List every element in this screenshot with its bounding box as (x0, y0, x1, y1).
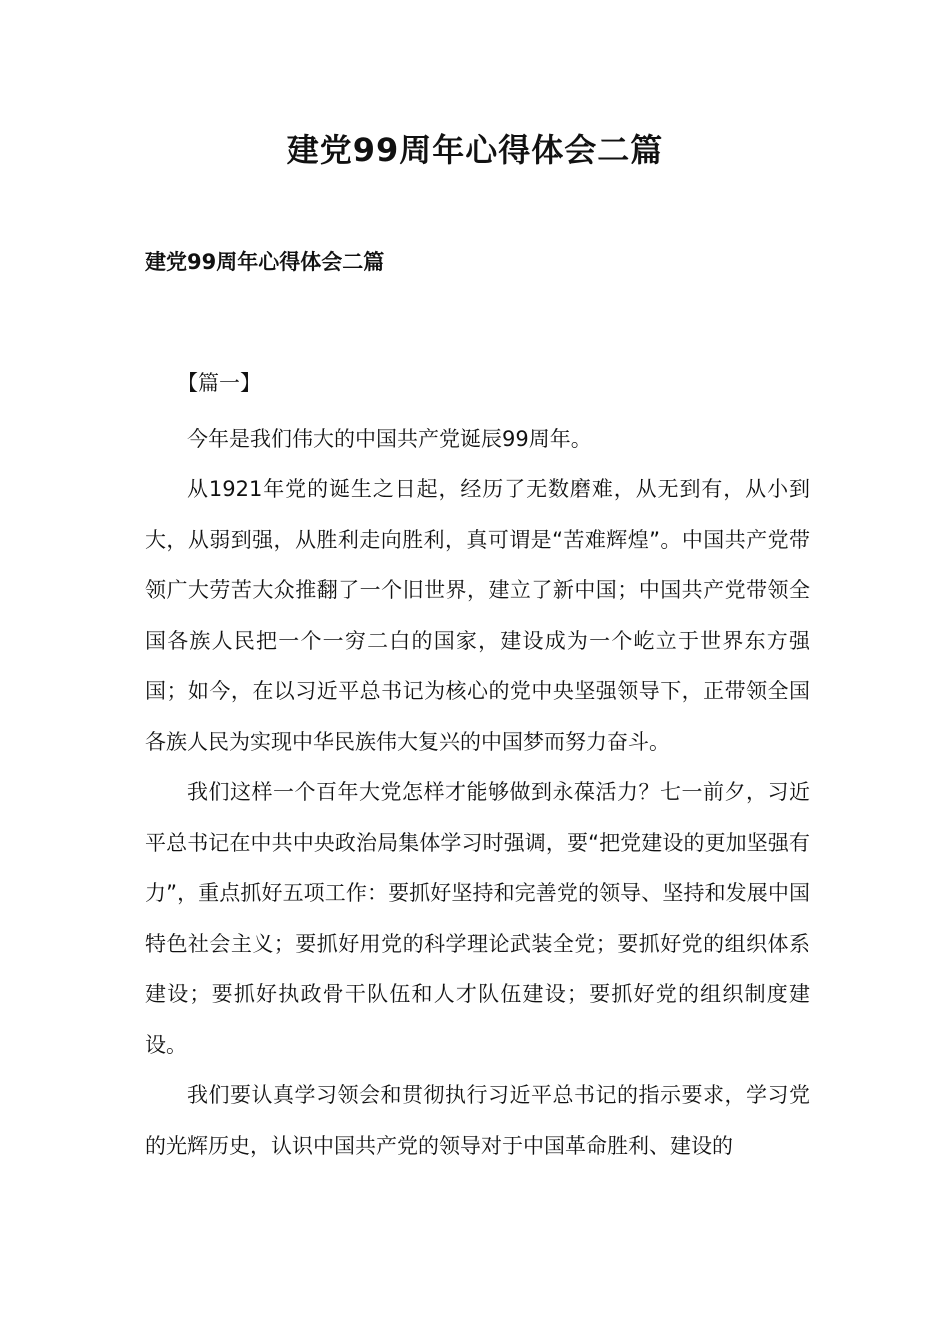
paragraph: 从1921年党的诞生之日起，经历了无数磨难，从无到有，从小到大，从弱到强，从胜利走向胜利，真可谓是“苦难辉煌”。中国共产党带领广大劳苦大众推翻了一个旧世界，建立了新中国；中国共产党带领全国各族人民把一个一穷二白的国家，建设成为一个屹立于世界东方强国；如今，在以习近平总书记为核心的党中央坚强领导下，正带领全国各族人民为实现中华民族伟大复兴的中国梦而努力奋斗。 (145, 477, 810, 754)
document-body (145, 358, 810, 1171)
paragraph: 我们这样一个百年大党怎样才能够做到永葆活力？七一前夕，习近平总书记在中共中央政治局集体学习时强调，要“把党建设的更加坚强有力”，重点抓好五项工作：要抓好坚持和完善党的领导、坚持和发展中国特色社会主义；要抓好用党的科学理论武装全党；要抓好党的组织体系建设；要抓好执政骨干队伍和人才队伍建设；要抓好党的组织制度建设。 (145, 780, 810, 1057)
document-subtitle: 建党99周年心得体会二篇 (145, 250, 385, 274)
document-title: 建党99周年心得体会二篇 (286, 131, 664, 169)
section-label: 【篇一】 (177, 371, 261, 395)
paragraph: 我们要认真学习领会和贯彻执行习近平总书记的指示要求，学习党的光辉历史，认识中国共产党的领导对于中国革命胜利、建设的 (145, 1083, 810, 1158)
paragraph: 今年是我们伟大的中国共产党诞辰99周年。 (187, 426, 592, 451)
